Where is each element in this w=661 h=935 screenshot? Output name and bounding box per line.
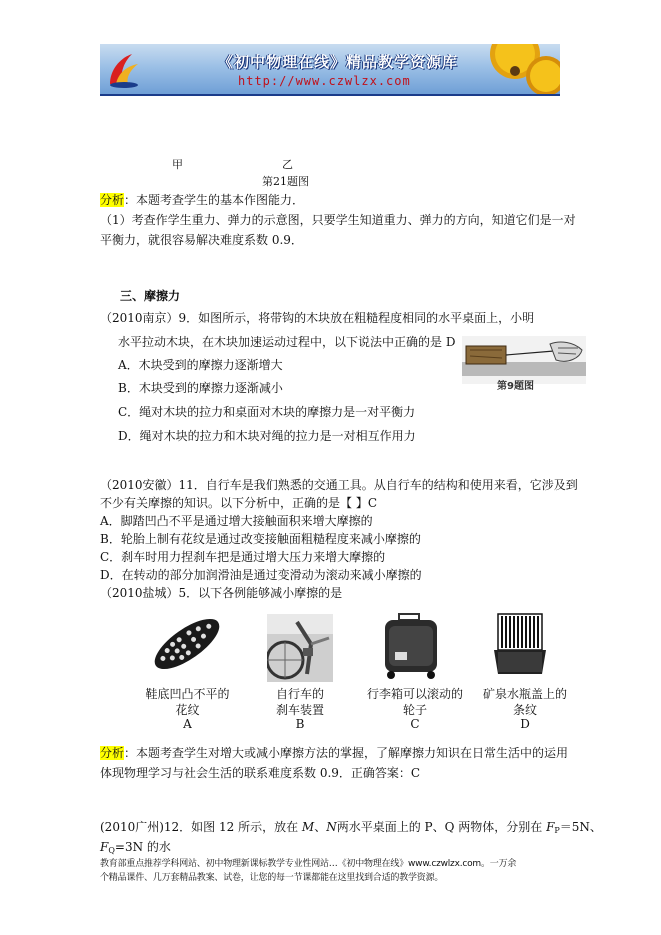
q12-fp-sub: P — [554, 826, 560, 835]
analysis1-text: ：本题考查学生的基本作图能力． — [124, 193, 305, 207]
analysis2-line2: 体现物理学习与社会生活的联系难度系数 0.9．正确答案：C — [100, 766, 421, 780]
q11-option-a: A．脚踏凹凸不平是通过增大接触面积来增大摩擦的 — [100, 514, 373, 528]
q9-line2: 水平拉动木块，在木块加速运动过程中，以下说法中正确的是 D — [118, 335, 456, 349]
banner-title: 《初中物理在线》精品教学资源库 — [218, 53, 459, 71]
q12-fq-value: =3N 的水 — [114, 840, 171, 854]
q5-item-c-letter: C — [410, 717, 420, 731]
analysis-tag: 分析 — [100, 193, 125, 207]
q5-line1: （2010盐城）5．以下各例能够减小摩擦的是 — [100, 586, 343, 600]
q12-fq: F — [100, 840, 109, 854]
q11-option-c: C．刹车时用力捏刹车把是通过增大压力来增大摩擦的 — [100, 550, 386, 564]
shoe-sole-image — [145, 612, 230, 677]
q12-fp: F — [546, 820, 555, 834]
q5-item-d-letter: D — [520, 717, 530, 731]
q11-option-b: B．轮胎上制有花纹是通过改变接触面粗糙程度来减小摩擦的 — [100, 532, 421, 546]
q9-line1 — [100, 309, 534, 326]
header-banner — [100, 44, 560, 94]
sunflower-center — [510, 66, 520, 76]
analysis-tag: 分析 — [100, 746, 125, 760]
q5-item-b-letter: B — [295, 717, 305, 731]
analysis1-line2: （1）考查作学生重力、弹力的示意图，只要学生知道重力、弹力的方向，知道它们是一对 — [100, 213, 576, 227]
q11-line1: （2010安徽）11．自行车是我们熟悉的交通工具。从自行车的结构和使用来看，它涉及到 — [100, 478, 578, 492]
q5-item-a-line1: 鞋底凹凸不平的 — [145, 687, 230, 701]
q5-item-a-letter: A — [183, 717, 192, 731]
q11-line2: 不少有关摩擦的知识。以下分析中，正确的是【 】C — [100, 496, 377, 510]
q11-option-d: D．在转动的部分加润滑油是通过变滑动为滚动来减小摩擦的 — [100, 568, 422, 582]
q9-option-b: B．木块受到的摩擦力逐渐减小 — [118, 381, 283, 395]
section-title: 三、摩擦力 — [120, 289, 181, 303]
logo-icon — [106, 50, 142, 88]
q12-fp-value: ＝5N、 — [559, 820, 602, 834]
q12-sep: 、 — [314, 820, 327, 834]
q12-text-a: (2010广州)12．如图 12 所示，放在 — [100, 820, 302, 834]
q5-item-a-line2: 花纹 — [175, 703, 200, 717]
q5-item-d-line2: 条纹 — [512, 703, 537, 717]
q9-source: （2010南京） — [100, 311, 179, 325]
bottle-cap-image — [494, 612, 548, 678]
figure21-right-label: 乙 — [282, 158, 293, 171]
q9-option-d: D．绳对木块的拉力和木块对绳的拉力是一对相互作用力 — [118, 429, 416, 443]
q12-m: M — [301, 820, 315, 834]
q12-line2 — [100, 838, 171, 855]
footer-line1: 教育部重点推荐学科网站、初中物理新课标教学专业性网站…《初中物理在线》www.czwlzx.com。一万余 — [100, 859, 517, 869]
q9-figure-caption: 第9题图 — [497, 381, 534, 392]
analysis2-line1 — [100, 744, 568, 761]
banner-divider — [100, 94, 560, 96]
analysis1-line3: 平衡力，就很容易解决难度系数 0.9． — [100, 233, 303, 247]
bicycle-brake-image — [267, 614, 333, 682]
q9-option-c: C．绳对木块的拉力和桌面对木块的摩擦力是一对平衡力 — [118, 405, 416, 419]
analysis2-text: ：本题考查学生对增大或减小摩擦方法的掌握，了解摩擦力知识在日常生活中的运用 — [124, 746, 569, 760]
sunflower-icon — [530, 60, 560, 92]
luggage-image — [381, 612, 441, 680]
q5-item-c-line2: 轮子 — [402, 703, 427, 717]
q5-item-c-line1: 行李箱可以滚动的 — [366, 687, 463, 701]
q9-option-a: A．木块受到的摩擦力逐渐增大 — [118, 358, 283, 372]
q5-item-b-line1: 自行车的 — [275, 687, 324, 701]
q12-line1 — [100, 818, 602, 835]
q12-n: N — [326, 820, 337, 834]
footer-line2: 个精品课件、几万套精品教案、试卷，让您的每一节课都能在这里找到合适的教学资源。 — [100, 873, 444, 883]
q5-item-d-line1: 矿泉水瓶盖上的 — [482, 687, 567, 701]
analysis1-line1 — [100, 191, 304, 208]
q5-item-b-line2: 刹车装置 — [275, 703, 324, 717]
q12-text-b: 两水平桌面上的 P、Q 两物体，分别在 — [336, 820, 547, 834]
figure21-caption: 第21题图 — [262, 175, 309, 188]
q9-text: 9．如图所示，将带钩的木块放在粗糙程度相同的水平桌面上，小明 — [178, 311, 535, 325]
banner-url[interactable]: http://www.czwlzx.com — [238, 74, 411, 88]
q12-fq-sub: Q — [108, 846, 115, 855]
figure21-left-label: 甲 — [172, 158, 183, 171]
